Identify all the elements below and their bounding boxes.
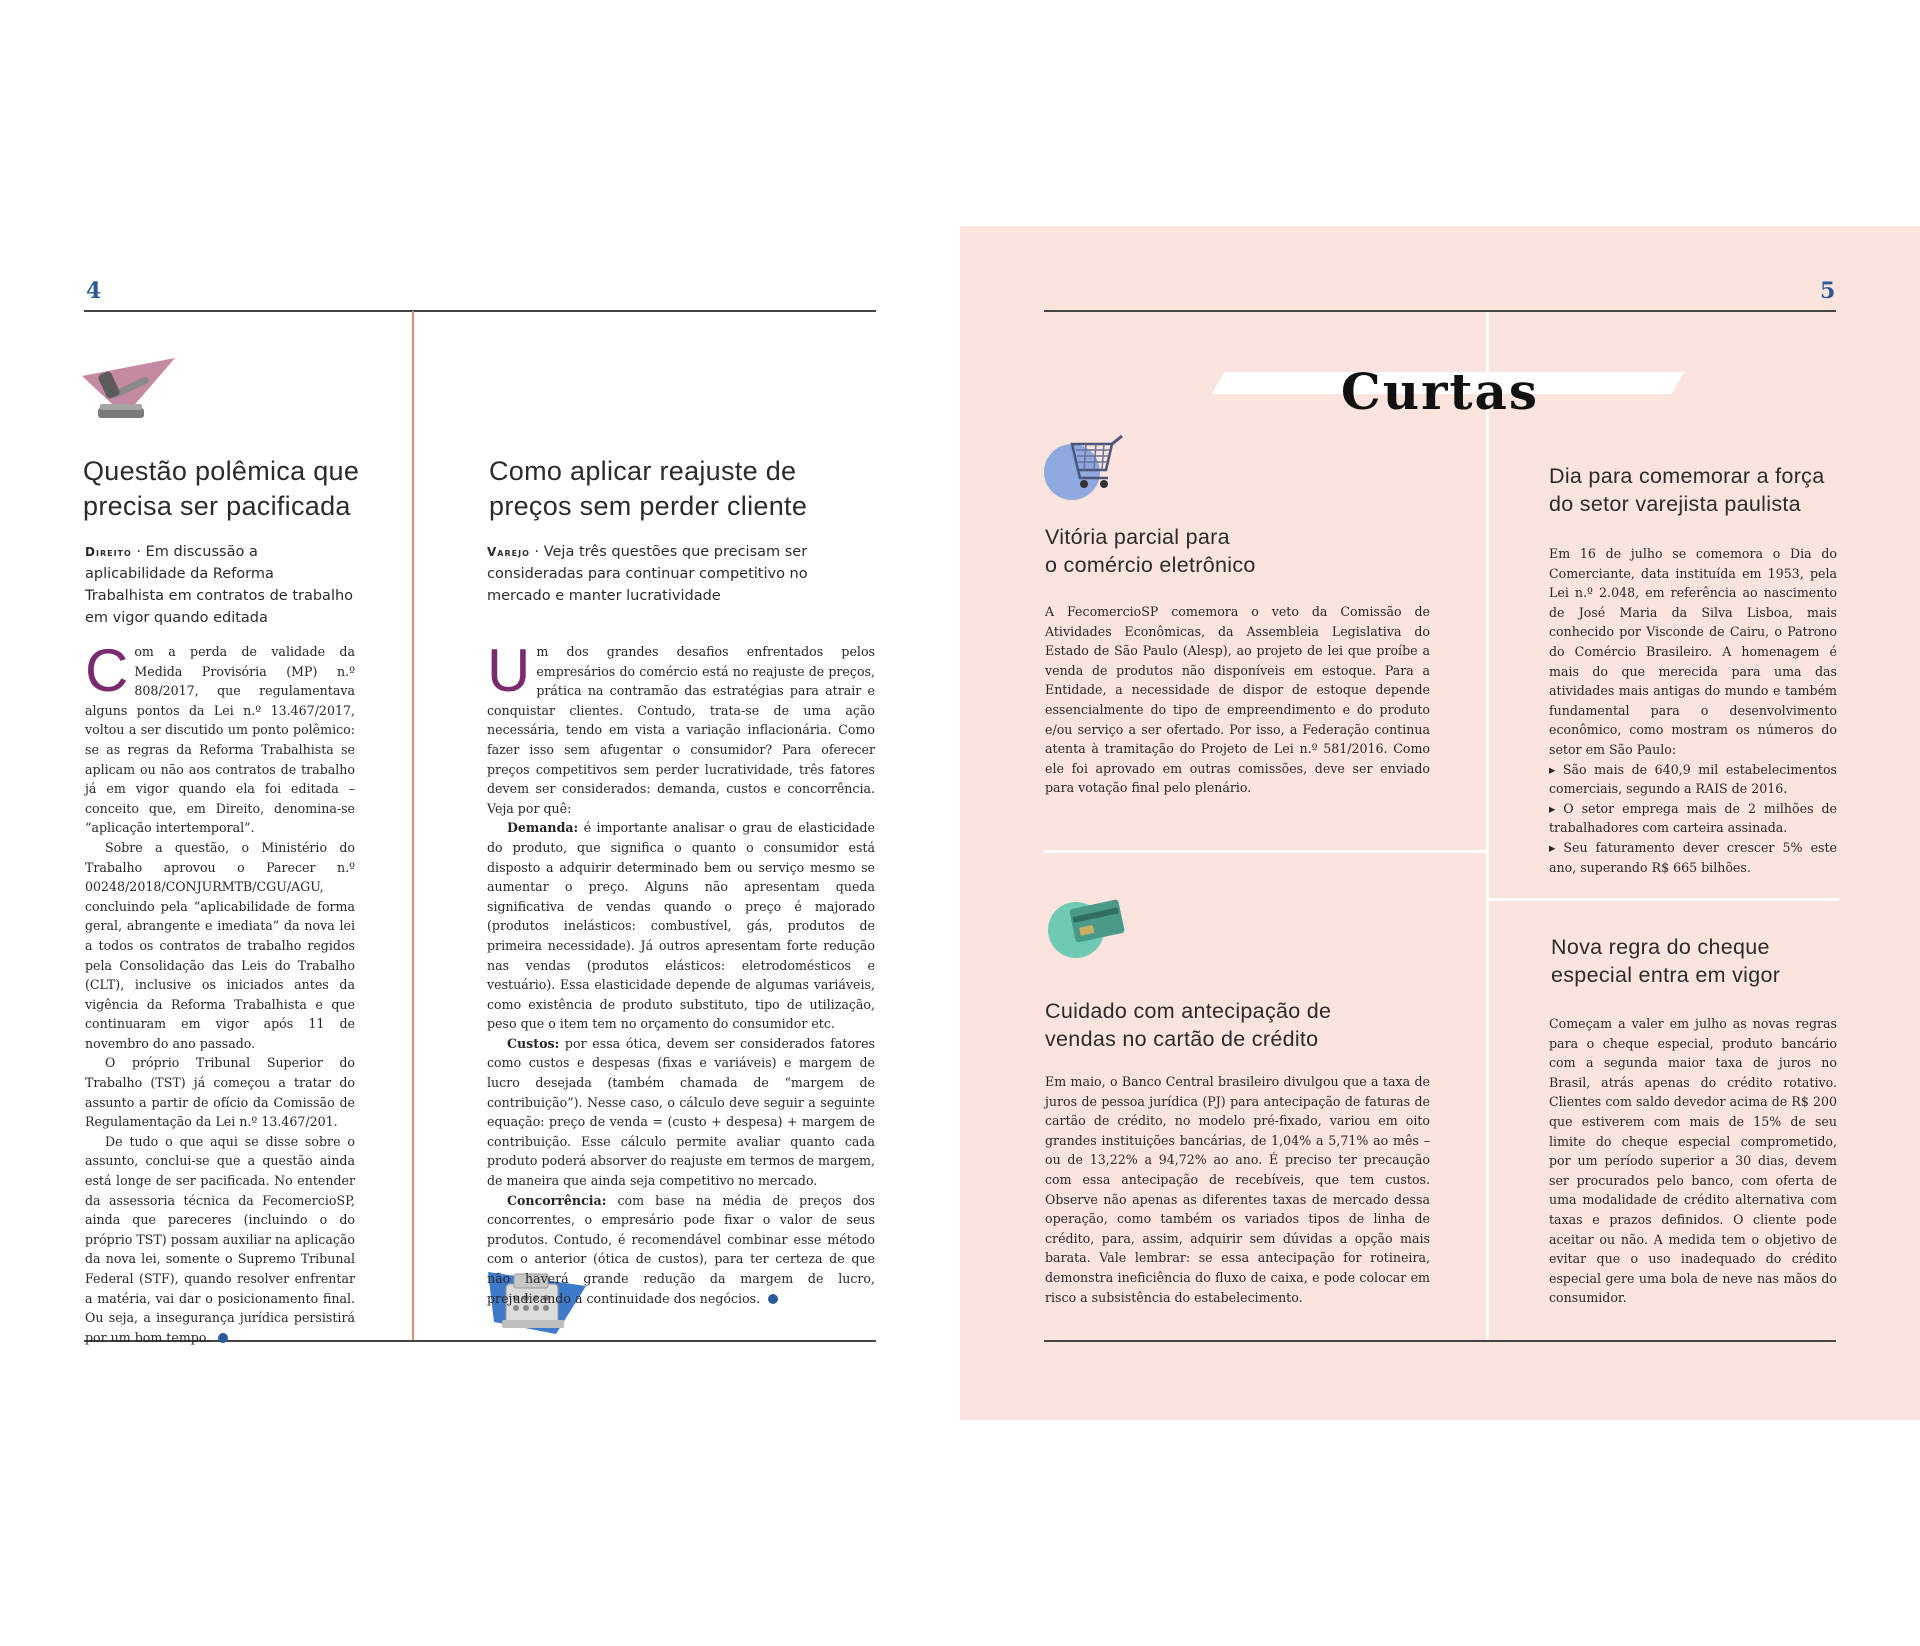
item4-body	[1549, 1014, 1837, 1308]
row-divider-right-left	[1044, 850, 1486, 853]
item4-title	[1551, 934, 1851, 990]
top-rule-left	[84, 310, 876, 312]
item1-body	[1045, 602, 1430, 798]
gavel-icon	[80, 356, 180, 428]
item1-title-line1: Vitória parcial para	[1045, 525, 1230, 549]
article1-paragraph-4: De tudo o que aqui se disse sobre o assunto, conclui-se que a questão ainda está longe de ser pacificada. No entender da assessoria técnica da FecomercioSP, ainda que pareceres (incluindo o do próprio TST) possam auxiliar na aplicação da nova lei, somente o Supremo Tribunal Federal (STF), quando resolver enfrentar a matéria, vai dar o posicionamento final. Ou seja, a insegurança jurídica persistirá por um bom tempo.	[85, 1133, 356, 1345]
end-mark-icon	[218, 1333, 228, 1343]
top-rule-right	[1044, 310, 1836, 312]
article1-title-line1: Questão polêmica que	[83, 456, 360, 486]
article1-body	[85, 637, 356, 1347]
custos-label: Custos:	[507, 1035, 560, 1051]
end-mark-icon	[768, 1294, 778, 1304]
item2-bullet: ▸ Seu faturamento dever crescer 5% este ano, superando R$ 665 bilhões.	[1549, 839, 1837, 875]
article2-title-line2: preços sem perder cliente	[489, 491, 808, 522]
page-number-right: 5	[1820, 278, 1836, 304]
article1-section-tag: Direito	[85, 545, 132, 559]
article1-paragraph-3: O próprio Tribunal Superior do Trabalho (TST) já começou a tratar do assunto a partir de ofício da Comissão de Regulamentação da Lei n.º 13.467/201.	[85, 1055, 355, 1130]
item1-title	[1045, 524, 1445, 580]
article2-title-line1: Como aplicar reajuste de	[489, 456, 797, 486]
custos-text: por essa ótica, devem ser considerados fatores como custos e despesas (fixas e variáveis) e margem de lucro desejada (também chamada de “margem de contribuição”). Nesse caso, o cálculo deve seguir a seguinte equação: preço de venda = (custo + despesa) + margem de contribuição. Esse cálculo permite avaliar quanto cada produto poderá absorver do reajuste em termos de margem, de maneira que ainda seja competitivo no mercado.	[487, 1035, 875, 1189]
item3-title	[1045, 998, 1445, 1054]
article2-dropcap: U	[487, 637, 531, 704]
row-divider-right-right	[1489, 898, 1839, 901]
column-divider-right	[1486, 312, 1489, 1340]
article1-title-line2: precisa ser pacificada	[83, 491, 351, 522]
item2-title-line2: do setor varejista paulista	[1549, 491, 1801, 516]
article2-subtitle	[487, 541, 857, 607]
item2-bullet: ▸ São mais de 640,9 mil estabelecimentos comerciais, segundo a RAIS de 2016.	[1549, 761, 1837, 797]
column-divider-left	[412, 311, 414, 1340]
item4-text: Começam a valer em julho as novas regras para o cheque especial, produto bancário com a segunda maior taxa de juros no Brasil, atrás apenas do crédito rotativo. Clientes com saldo devedor acima de R$ 200 que estiverem com mais de 15% de seu limite do cheque especial comprometido, por um período superior a 30 dias, devem ser procurados pelo banco, com oferta de uma modalidade de crédito alternativa com taxas e prazos definidos. O cliente pode aceitar ou não. A medida tem o objetivo de evitar que o uso inadequado do crédito especial gere uma bola de neve nas mãos do consumidor.	[1549, 1016, 1837, 1306]
article2-subtitle-text: · Veja três questões que precisam ser consideradas para continuar competitivo no mercado e manter lucratividade	[487, 544, 808, 604]
credit-card-icon	[1046, 896, 1128, 960]
article1-subtitle	[85, 541, 357, 629]
item1-title-line2: o comércio eletrônico	[1045, 552, 1256, 577]
shopping-cart-icon	[1042, 432, 1128, 504]
item4-title-line1: Nova regra do cheque	[1551, 935, 1770, 959]
item2-title	[1549, 463, 1849, 519]
demanda-text: é importante analisar o grau de elasticidade do produto, que significa o quanto o consumidor está disposto a adquirir determinado bem ou serviço mesmo se aumentar o preço. Alguns não apresentam queda significativa de vendas quando o preço é majorado (produtos inelásticos: combustível, gás, produtos de primeira necessidade). Já outros apresentam forte redução nas vendas (produtos elásticos: eletrodomésticos e vestuário). Essa elasticidade depende de algumas variáveis, como existência de produto substituto, tipo de utilização, peso que o item tem no orçamento do consumidor etc.	[487, 820, 875, 1032]
article1-subtitle-text: · Em discussão a aplicabilidade da Reforma Trabalhista em contratos de trabalho em vigor quando editada	[85, 544, 354, 626]
item2-text: Em 16 de julho se comemora o Dia do Comerciante, data instituída em 1953, pela Lei n.º 2.048, em referência ao nascimento de José Maria da Silva Lisboa, mais conhecido por Visconde de Cairu, o Patrono do Comércio Brasileiro. A homenagem é mais do que merecida para uma das atividades mais antigas do mundo e também fundamental para o desenvolvimento econômico, como mostram os números do setor em São Paulo:	[1549, 546, 1837, 757]
concorrencia-label: Concorrência:	[507, 1192, 607, 1208]
item3-title-line2: vendas no cartão de crédito	[1045, 1026, 1319, 1051]
item3-title-line1: Cuidado com antecipação de	[1045, 999, 1332, 1023]
article2-body	[487, 637, 875, 1308]
demanda-label: Demanda:	[507, 820, 579, 836]
article1-dropcap: C	[85, 637, 129, 704]
article2-paragraph-1: m dos grandes desafios enfrentados pelos empresários do comércio está no reajuste de preços, prática na contramão das estratégias para atrair e conquistar clientes. Contudo, trata-se de uma ação necessária, tendo em vista a variação inflacionária. Como fazer isso sem afugentar o consumidor? Para oferecer preços competitivos sem perder lucratividade, três fatores devem ser considerados: demanda, custos e concorrência. Veja por quê:	[487, 644, 875, 816]
item3-body	[1045, 1072, 1430, 1307]
item2-body	[1549, 544, 1837, 877]
article2-title	[489, 454, 849, 524]
item3-text: Em maio, o Banco Central brasileiro divulgou que a taxa de juros de pessoa jurídica (PJ) para antecipação de faturas de cartão de crédito, no modelo pré-fixado, variou em oito grandes instituições bancárias, de 1,04% a 5,71% ao mês – ou de 13,22% a 94,72% ao ano. É preciso ter precaução com essa antecipação de recebíveis, que tem custos. Observe não apenas as diferentes taxas de mercado dessa operação, como também os variados tipos de linha de crédito, para, assim, adquirir sem dúvidas a opção mais barata. Vale lembrar: se essa antecipação for rotineira, demonstra ineficiência do fluxo de caixa, e pode colocar em risco a subsistência do estabelecimento.	[1045, 1074, 1430, 1305]
item2-bullet: ▸ O setor emprega mais de 2 milhões de trabalhadores com carteira assinada.	[1549, 800, 1838, 836]
item2-title-line1: Dia para comemorar a força	[1549, 464, 1825, 488]
article2-section-tag: Varejo	[487, 545, 530, 559]
section-heading: Curtas	[1340, 362, 1540, 421]
page-number-left: 4	[86, 278, 102, 304]
article1-paragraph-2: Sobre a questão, o Ministério do Trabalho aprovou o Parecer n.º 00248/2018/CONJURMTB/CGU/AGU, concluindo pela “aplicabilidade de forma geral, abrangente e imediata” da nova lei a todos os contratos de trabalho regidos pela Consolidação das Leis do Trabalho (CLT), inclusive os iniciados antes da vigência da Reforma Trabalhista e que continuaram em vigor após 11 de novembro do ano passado.	[85, 839, 355, 1051]
concorrencia-text: com base na média de preços dos concorrentes, o empresário pode fixar o valor de seus produtos. Contudo, é recomendável combinar esse método com o anterior (ótica de custos), para ter certeza de que não haverá grande redução da margem de lucro, prejudicando a continuidade dos negócios.	[487, 1192, 875, 1306]
article1-title	[83, 454, 383, 524]
item2-bullet-list	[1549, 760, 1837, 878]
item1-text: A FecomercioSP comemora o veto da Comissão de Atividades Econômicas, da Assembleia Legislativa do Estado de São Paulo (Alesp), ao projeto de lei que proíbe a venda de produtos não disponíveis em estoque. Para a Entidade, a necessidade de dispor de estoque depende essencialmente do tipo de empreendimento e do produto e/ou serviço a ser ofertado. Por isso, a Federação continua atenta à tramitação do Projeto de Lei n.º 581/2016. Como ele foi aprovado em outras comissões, deve ser enviado para votação final pelo plenário.	[1045, 604, 1430, 796]
article1-paragraph-1: om a perda de validade da Medida Provisória (MP) n.º 808/2017, que regulamentava alguns pontos da Lei n.º 13.467/2017, voltou a ser discutido um ponto polêmico: se as regras da Reforma Trabalhista se aplicam ou não aos contratos de trabalho já em vigor quando ela foi editada – conceito que, em Direito, denomina-se “aplicação intertemporal”.	[85, 644, 355, 836]
bottom-rule-right	[1044, 1340, 1836, 1342]
item4-title-line2: especial entra em vigor	[1551, 962, 1781, 987]
